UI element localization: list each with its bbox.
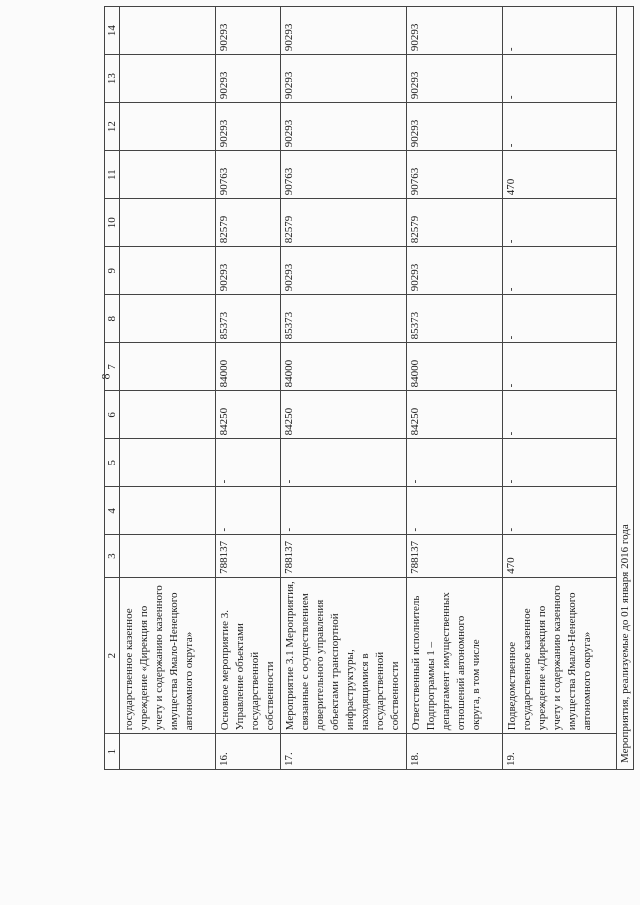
header-cell: 10 <box>105 199 120 247</box>
header-cell: 6 <box>105 391 120 439</box>
header-cell: 9 <box>105 247 120 295</box>
value-cell: 470 <box>503 535 617 577</box>
section-footer-row <box>617 7 634 770</box>
value-cell: 90293 <box>281 103 407 151</box>
value-cell: 85373 <box>281 295 407 343</box>
value-cell: 84000 <box>216 343 281 391</box>
header-cell: 4 <box>105 487 120 535</box>
value-cell: 82579 <box>407 199 503 247</box>
value-cell: 82579 <box>281 199 407 247</box>
value-cell: - <box>503 487 617 535</box>
value-cell: 85373 <box>407 295 503 343</box>
value-cell: - <box>281 439 407 487</box>
header-cell: 13 <box>105 55 120 103</box>
value-cell <box>120 439 216 487</box>
value-cell: 90293 <box>216 55 281 103</box>
row-description: Мероприятие 3.1 Мероприятия, связанные с осуществлением доверительного управления объектами транспортной инфраструктуры, находящимися в государственной собственности <box>281 577 407 733</box>
value-cell <box>120 103 216 151</box>
value-cell: 84000 <box>281 343 407 391</box>
header-row <box>105 7 120 770</box>
header-cell: 14 <box>105 7 120 55</box>
value-cell: - <box>281 487 407 535</box>
header-cell: 1 <box>105 734 120 770</box>
value-cell: 84250 <box>407 391 503 439</box>
header-cell: 12 <box>105 103 120 151</box>
value-cell <box>120 55 216 103</box>
table-row <box>407 7 503 770</box>
value-cell: 84250 <box>216 391 281 439</box>
value-cell: 788137 <box>407 535 503 577</box>
value-cell: 90293 <box>216 103 281 151</box>
value-cell: 90293 <box>281 55 407 103</box>
header-cell: 7 <box>105 343 120 391</box>
row-number: 18. <box>407 734 503 770</box>
value-cell: 788137 <box>281 535 407 577</box>
row-description: Подведомственное государственное казенное учреждение «Дирекция по учету и содержанию казенного имущества Ямало-Ненецкого автономного округа» <box>503 577 617 733</box>
value-cell: 85373 <box>216 295 281 343</box>
value-cell: 90763 <box>281 151 407 199</box>
value-cell: - <box>503 343 617 391</box>
value-cell <box>120 391 216 439</box>
value-cell: - <box>503 199 617 247</box>
header-cell: 2 <box>105 577 120 733</box>
value-cell: 90293 <box>216 7 281 55</box>
value-cell <box>120 247 216 295</box>
value-cell: 90293 <box>281 7 407 55</box>
value-cell: - <box>503 55 617 103</box>
budget-table <box>104 6 634 770</box>
value-cell: - <box>407 487 503 535</box>
section-footer-text: Мероприятия, реализуемые до 01 января 2016 года <box>617 7 634 770</box>
table-row <box>503 7 617 770</box>
value-cell: - <box>503 439 617 487</box>
value-cell: - <box>503 247 617 295</box>
row-description: государственное казенное учреждение «Дирекция по учету и содержанию казенного имущества Ямало-Ненецкого автономного округа» <box>120 577 216 733</box>
page-number: 8 <box>98 373 113 380</box>
value-cell: 90293 <box>407 103 503 151</box>
header-cell: 3 <box>105 535 120 577</box>
value-cell: 788137 <box>216 535 281 577</box>
value-cell: 90293 <box>407 55 503 103</box>
value-cell: - <box>216 439 281 487</box>
value-cell: 90293 <box>216 247 281 295</box>
value-cell: 90763 <box>216 151 281 199</box>
value-cell: - <box>216 487 281 535</box>
row-description: Основное мероприятие 3. Управление объектами государственной собственности <box>216 577 281 733</box>
value-cell <box>120 295 216 343</box>
value-cell <box>120 487 216 535</box>
rotated-table-container <box>104 6 640 770</box>
value-cell: - <box>503 391 617 439</box>
value-cell: 84000 <box>407 343 503 391</box>
table-row <box>281 7 407 770</box>
row-number: 17. <box>281 734 407 770</box>
value-cell <box>120 199 216 247</box>
value-cell: 90293 <box>407 247 503 295</box>
header-cell: 11 <box>105 151 120 199</box>
value-cell: 82579 <box>216 199 281 247</box>
value-cell: 90293 <box>281 247 407 295</box>
header-cell: 8 <box>105 295 120 343</box>
value-cell: 470 <box>503 151 617 199</box>
value-cell: 90763 <box>407 151 503 199</box>
row-number: 16. <box>216 734 281 770</box>
value-cell: - <box>407 439 503 487</box>
table-row <box>216 7 281 770</box>
value-cell <box>120 343 216 391</box>
value-cell: - <box>503 7 617 55</box>
value-cell <box>120 535 216 577</box>
row-number: 19. <box>503 734 617 770</box>
value-cell: - <box>503 103 617 151</box>
value-cell <box>120 151 216 199</box>
header-cell: 5 <box>105 439 120 487</box>
row-description: Ответственный исполнитель Подпрограммы 1 – департамент имущественных отношений автономного округа, в том числе <box>407 577 503 733</box>
value-cell <box>120 7 216 55</box>
value-cell: 84250 <box>281 391 407 439</box>
row-number <box>120 734 216 770</box>
value-cell: 90293 <box>407 7 503 55</box>
value-cell: - <box>503 295 617 343</box>
table-row <box>120 7 216 770</box>
